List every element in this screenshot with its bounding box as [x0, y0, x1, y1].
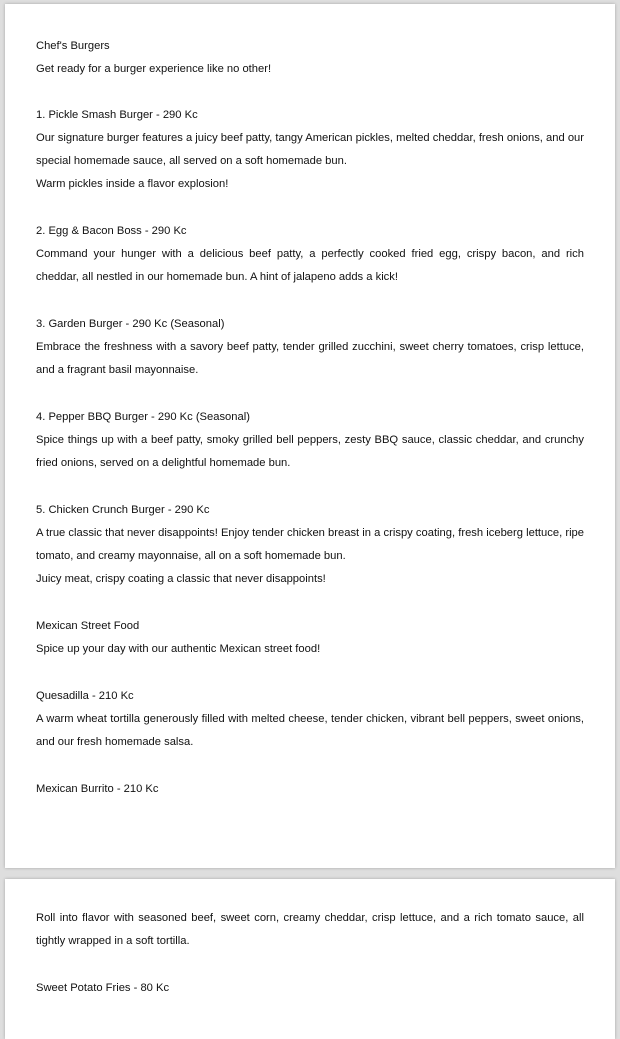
- menu-item-description: A true classic that never disappoints! Enjoy tender chicken breast in a crispy coating, fresh iceberg lettuce, ripe tomato, and creamy mayonnaise, all on a soft homemade bun.: [36, 527, 584, 563]
- section-title-mexican: Mexican Street Food: [36, 620, 140, 632]
- menu-item-description: Spice things up with a beef patty, smoky grilled bell peppers, zesty BBQ sauce, classic cheddar, and crunchy fried onions, served on a delightful homemade bun.: [36, 434, 584, 470]
- menu-item-heading: Mexican Burrito - 210 Kc: [36, 783, 159, 795]
- menu-item-description: Command your hunger with a delicious beef patty, a perfectly cooked fried egg, crispy bacon, and rich cheddar, all nestled in our homemade bun. A hint of jalapeno adds a kick!: [36, 248, 584, 284]
- menu-item-heading: 2. Egg & Bacon Boss - 290 Kc: [36, 225, 187, 237]
- menu-item-heading: 5. Chicken Crunch Burger - 290 Kc: [36, 504, 210, 516]
- menu-item-heading: Quesadilla - 210 Kc: [36, 690, 134, 702]
- menu-item-note: Juicy meat, crispy coating a classic that never disappoints!: [36, 573, 326, 585]
- menu-item-description: Embrace the freshness with a savory beef patty, tender grilled zucchini, sweet cherry tomatoes, crisp lettuce, and a fragrant basil mayonnaise.: [36, 341, 584, 377]
- menu-item-description: Our signature burger features a juicy beef patty, tangy American pickles, melted cheddar, fresh onions, and our special homemade sauce, all served on a soft homemade bun.: [36, 132, 584, 168]
- menu-item-heading: Sweet Potato Fries - 80 Kc: [36, 982, 170, 994]
- section-tagline-mexican: Spice up your day with our authentic Mexican street food!: [36, 643, 321, 655]
- menu-item-heading: 4. Pepper BBQ Burger - 290 Kc (Seasonal): [36, 411, 250, 423]
- menu-page-2: [5, 879, 615, 1039]
- menu-item-heading: 3. Garden Burger - 290 Kc (Seasonal): [36, 318, 225, 330]
- menu-item-description: A warm wheat tortilla generously filled with melted cheese, tender chicken, vibrant bell peppers, sweet onions, and our fresh homemade salsa.: [36, 713, 584, 749]
- menu-page-1: [5, 4, 615, 868]
- menu-item-note: Warm pickles inside a flavor explosion!: [36, 178, 229, 190]
- section-tagline-burgers: Get ready for a burger experience like no other!: [36, 63, 272, 75]
- section-title-burgers: Chef's Burgers: [36, 40, 110, 52]
- menu-item-heading: 1. Pickle Smash Burger - 290 Kc: [36, 109, 198, 121]
- menu-item-description: Roll into flavor with seasoned beef, sweet corn, creamy cheddar, crisp lettuce, and a rich tomato sauce, all tightly wrapped in a soft tortilla.: [36, 912, 584, 948]
